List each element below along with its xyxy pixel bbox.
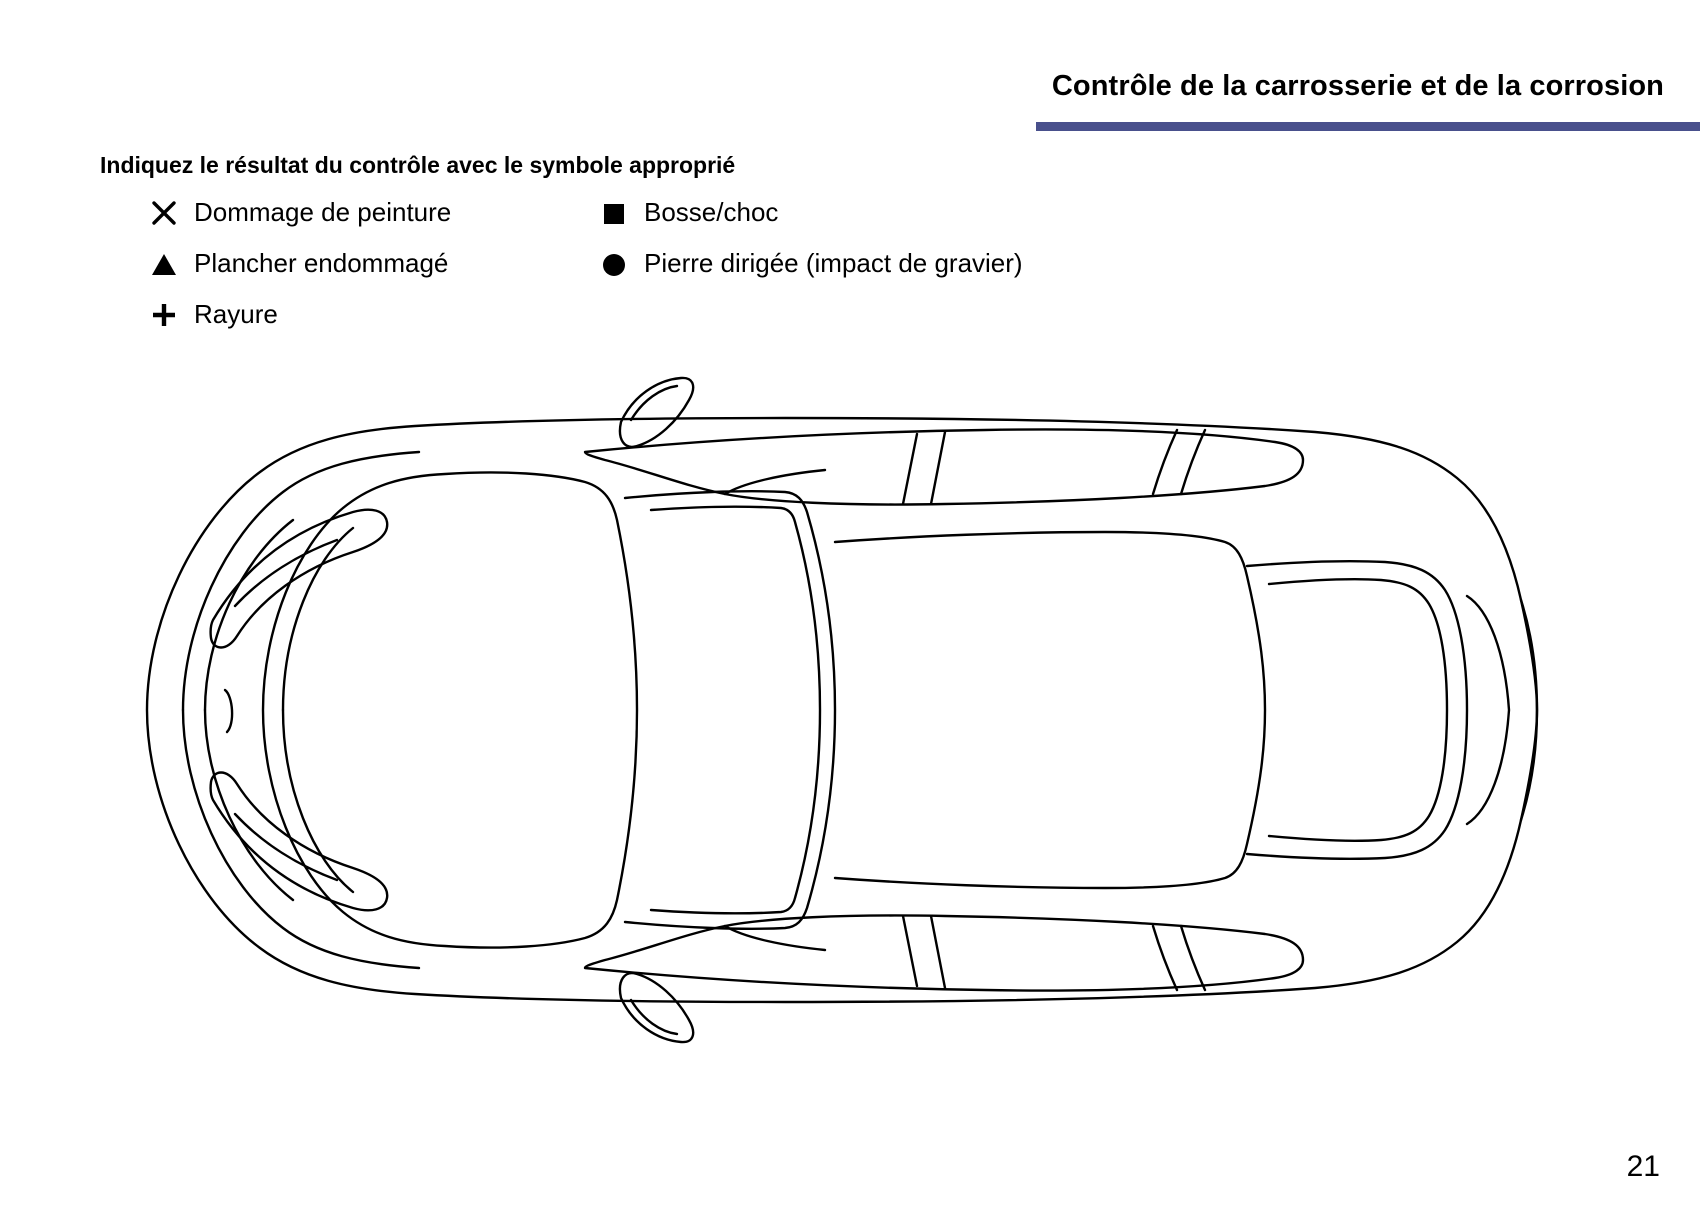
legend-item-scratch <box>150 300 600 329</box>
legend-label: Rayure <box>194 299 278 329</box>
legend-item-floor-damage <box>150 249 600 278</box>
plus-symbol <box>150 300 194 328</box>
legend-item-stone-chip <box>600 249 1300 278</box>
legend-label: Dommage de peinture <box>194 197 452 227</box>
filled-square-symbol <box>600 198 644 226</box>
page-header <box>0 70 1700 140</box>
car-top-view-diagram <box>85 370 1625 1050</box>
legend-label: Pierre dirigée (impact de gravier) <box>644 248 1023 278</box>
cross-x-symbol <box>150 198 194 226</box>
header-rule <box>1036 122 1700 131</box>
filled-triangle-symbol <box>150 249 194 277</box>
symbol-legend <box>150 198 1450 351</box>
page-number: 21 <box>1626 1150 1660 1183</box>
legend-item-dent <box>600 198 1300 227</box>
instruction-text: Indiquez le résultat du contrôle avec le symbole approprié <box>100 152 736 178</box>
legend-label: Bosse/choc <box>644 197 779 227</box>
legend-row <box>150 249 1450 300</box>
legend-row <box>150 300 1450 351</box>
legend-label: Plancher endommagé <box>194 248 449 278</box>
filled-circle-symbol <box>600 249 644 277</box>
legend-item-paint-damage <box>150 198 600 227</box>
legend-row <box>150 198 1450 249</box>
page-title: Contrôle de la carrosserie et de la corrosion <box>1051 70 1664 102</box>
